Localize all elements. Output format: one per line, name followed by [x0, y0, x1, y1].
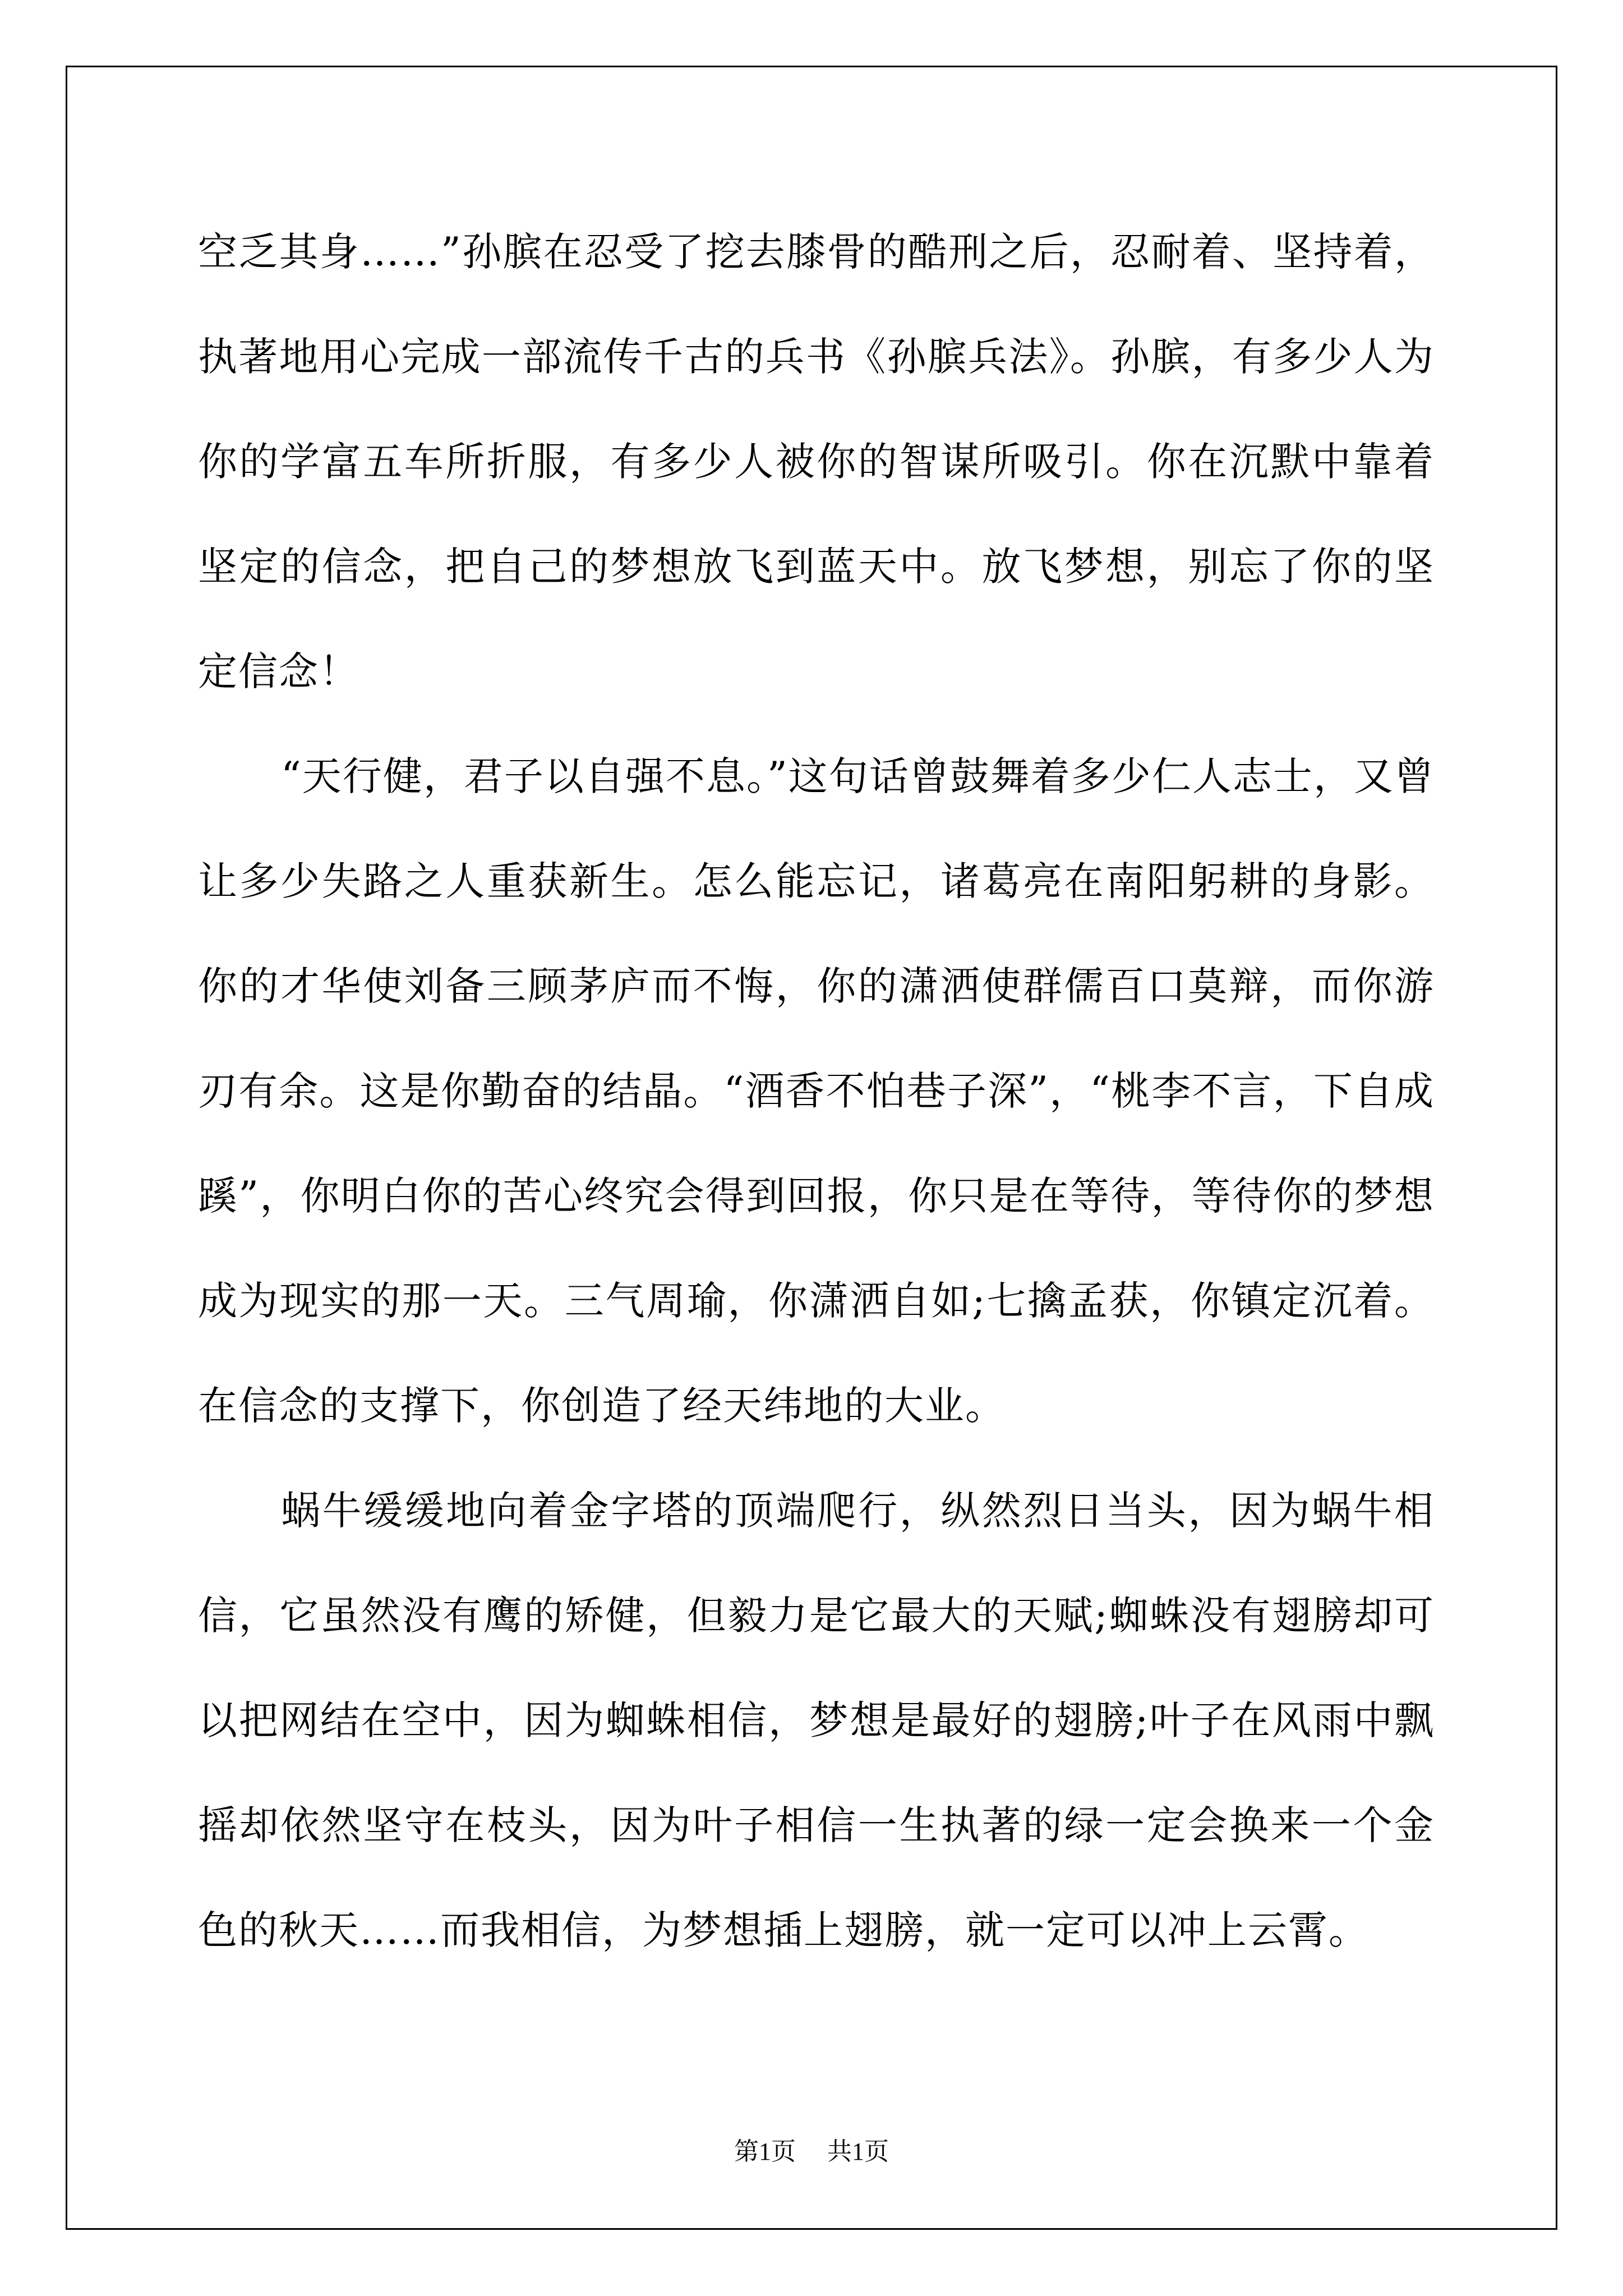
page-number: 第1页	[734, 2138, 796, 2165]
page-count: 共1页	[827, 2138, 889, 2165]
paragraph-2: “天行健，君子以自强不息。”这句话曾鼓舞着多少仁人志士，又曾让多少失路之人重获新生。怎么能忘记，诸葛亮在南阳躬耕的身影。你的才华使刘备三顾茅庐而不悔，你的潇洒使群儒百口莫辩，而你游刃有余。这是你勤奋的结晶。“酒香不怕巷子深”，“桃李不言，下自成蹊”，你明白你的苦心终究会得到回报，你只是在等待，等待你的梦想成为现实的那一天。三气周瑜，你潇洒自如;七擒孟获，你镇定沉着。在信念的支撑下，你创造了经天纬地的大业。	[198, 753, 1435, 1429]
page-footer	[0, 2135, 1623, 2169]
paragraph-1: 空乏其身……”孙膑在忍受了挖去膝骨的酷刑之后，忍耐着、坚持着，执著地用心完成一部流传千古的兵书《孙膑兵法》。孙膑，有多少人为你的学富五车所折服，有多少人被你的智谋所吸引。你在沉默中靠着坚定的信念，把自己的梦想放飞到蓝天中。放飞梦想，别忘了你的坚定信念！	[198, 229, 1435, 694]
paragraph-3: 蜗牛缓缓地向着金字塔的顶端爬行，纵然烈日当头，因为蜗牛相信，它虽然没有鹰的矫健，但毅力是它最大的天赋;蜘蛛没有翅膀却可以把网结在空中，因为蜘蛛相信，梦想是最好的翅膀;叶子在风雨中飘摇却依然坚守在枝头，因为叶子相信一生执著的绿一定会换来一个金色的秋天……而我相信，为梦想插上翅膀，就一定可以冲上云霄。	[198, 1488, 1435, 1953]
document-body	[198, 200, 1435, 1983]
